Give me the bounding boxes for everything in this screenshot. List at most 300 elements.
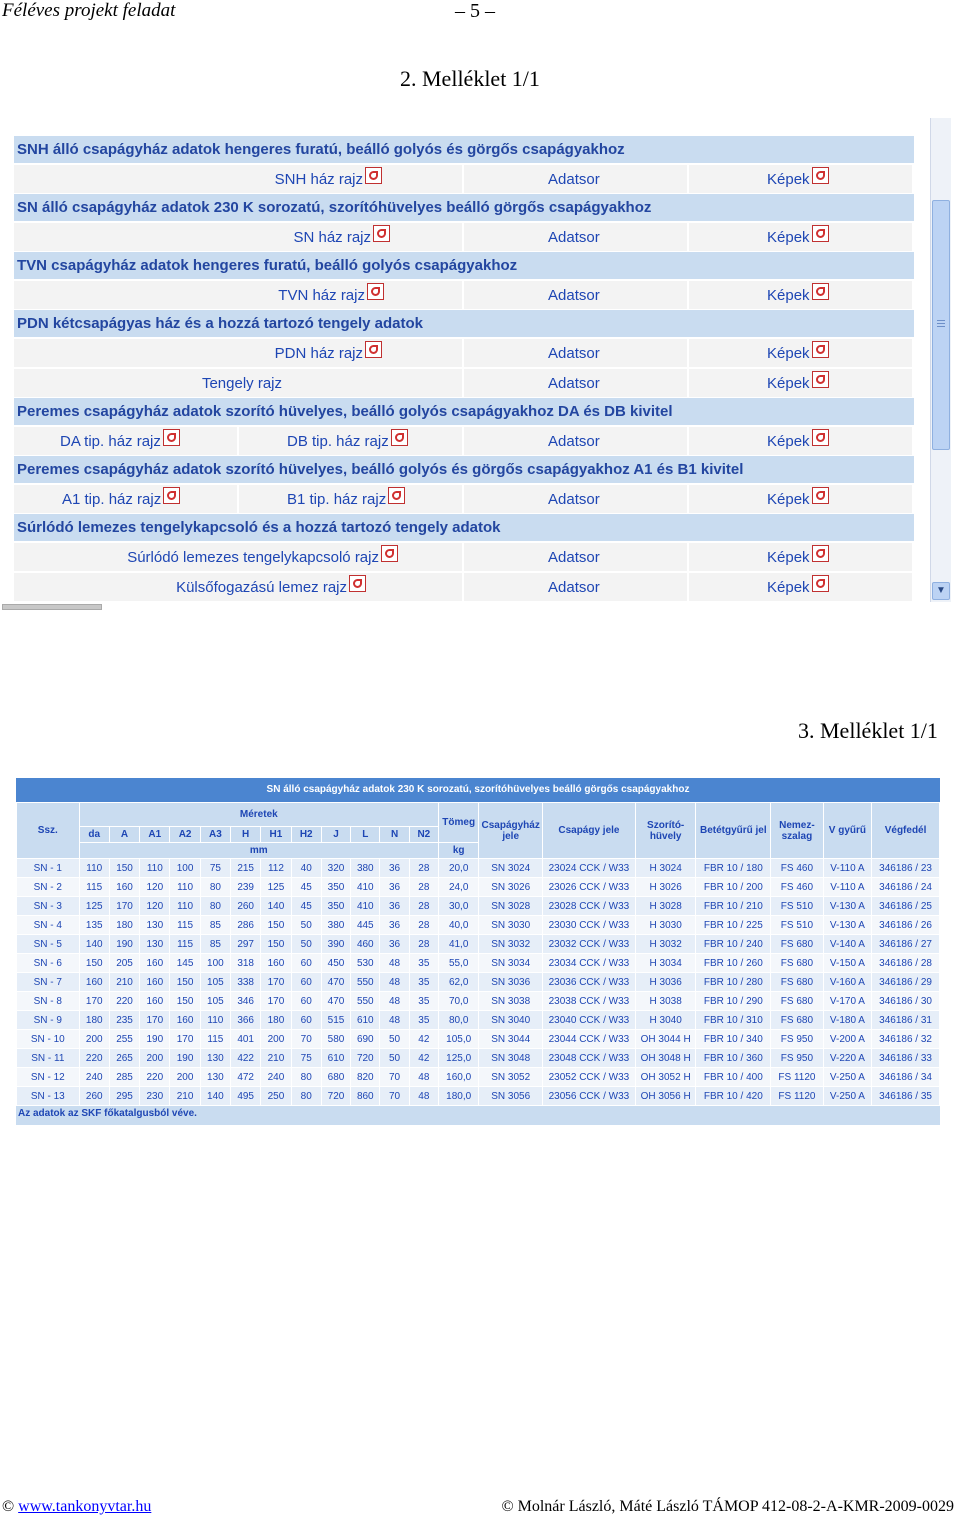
table-cell: 346186 / 28: [872, 954, 940, 973]
table-cell: 220: [140, 1068, 170, 1087]
pdf-icon: [812, 225, 829, 242]
table-cell: 160: [140, 954, 170, 973]
scrollbar-grip-icon: [937, 320, 945, 328]
table-cell: 610: [351, 1011, 380, 1030]
kepek-link[interactable]: [689, 485, 914, 513]
pdf-icon: [163, 429, 180, 446]
adatsor-link[interactable]: Adatsor: [464, 369, 689, 397]
table-cell: 23030 CCK / W33: [542, 916, 635, 935]
table-cell: 150: [170, 973, 200, 992]
table-cell: 120: [140, 897, 170, 916]
col-betetgyuru: Betétgyűrű jel: [696, 803, 771, 859]
horizontal-scrollbar[interactable]: [2, 604, 102, 610]
table-cell: 28: [409, 935, 438, 954]
col-n: N: [380, 827, 409, 843]
table-row: [17, 954, 940, 973]
table-cell: SN - 7: [17, 973, 80, 992]
pdf-icon: [812, 371, 829, 388]
pdf-icon: [373, 225, 390, 242]
adatsor-link[interactable]: Adatsor: [464, 573, 689, 601]
page-number: – 5 –: [455, 0, 495, 22]
table-cell: 346186 / 31: [872, 1011, 940, 1030]
col-group-meretek: Méretek: [79, 803, 438, 827]
pdf-icon: [365, 167, 382, 184]
table-cell: 100: [200, 954, 230, 973]
list-row: [14, 543, 914, 571]
table-cell: SN - 10: [17, 1030, 80, 1049]
table-cell: 115: [79, 878, 109, 897]
table-cell: 180: [109, 916, 139, 935]
table-cell: 23056 CCK / W33: [542, 1087, 635, 1106]
pdf-icon: [349, 575, 366, 592]
table-cell: 215: [231, 859, 261, 878]
table-cell: 41,0: [438, 935, 478, 954]
table-cell: SN - 6: [17, 954, 80, 973]
table-cell: 42: [409, 1049, 438, 1068]
table-cell: SN 3032: [479, 935, 543, 954]
kepek-link[interactable]: [689, 573, 914, 601]
table-cell: FS 680: [771, 1011, 824, 1030]
table-cell: 130: [140, 935, 170, 954]
table-cell: 75: [200, 859, 230, 878]
table-cell: 380: [321, 916, 350, 935]
table-cell: 295: [109, 1087, 139, 1106]
drawing-label: DB tip. ház rajz: [287, 433, 389, 450]
adatsor-link[interactable]: Adatsor: [464, 165, 689, 193]
drawing-link[interactable]: [14, 281, 464, 309]
table-row: [17, 916, 940, 935]
table-cell: 235: [109, 1011, 139, 1030]
table-cell: 720: [321, 1087, 350, 1106]
bearing-data-list: [14, 118, 914, 601]
table-cell: 220: [79, 1049, 109, 1068]
kepek-label: Képek: [767, 229, 810, 246]
table-cell: 160,0: [438, 1068, 478, 1087]
table-cell: 62,0: [438, 973, 478, 992]
drawing-link[interactable]: [239, 485, 464, 513]
drawing-link[interactable]: [14, 223, 464, 251]
table-cell: 286: [231, 916, 261, 935]
col-da: da: [79, 827, 109, 843]
annex-3-title: 3. Melléklet 1/1: [798, 718, 938, 743]
col-unit-kg: kg: [438, 843, 478, 859]
footer-copyright: © Molnár László, Máté László TÁMOP 412-08-2-A-KMR-2009-0029: [501, 1498, 954, 1515]
drawing-link[interactable]: [14, 339, 464, 367]
table-cell: SN 3024: [479, 859, 543, 878]
table-cell: 210: [261, 1049, 291, 1068]
kepek-link[interactable]: [689, 369, 914, 397]
table-cell: 610: [321, 1049, 350, 1068]
section-heading: TVN csapágyház adatok hengeres furatú, beálló golyós csapágyakhoz: [14, 252, 914, 279]
col-a: A: [109, 827, 139, 843]
table-cell: 220: [109, 992, 139, 1011]
table-cell: 240: [261, 1068, 291, 1087]
drawing-label: Külsőfogazású lemez rajz: [176, 579, 347, 596]
drawing-link[interactable]: [14, 573, 464, 601]
table-row: [17, 992, 940, 1011]
table-cell: 346186 / 32: [872, 1030, 940, 1049]
table-cell: 80,0: [438, 1011, 478, 1030]
drawing-link[interactable]: [14, 427, 239, 455]
table-cell: 210: [170, 1087, 200, 1106]
table-cell: 470: [321, 992, 350, 1011]
table-cell: 48: [409, 1087, 438, 1106]
kepek-label: Képek: [767, 375, 810, 392]
pdf-icon: [391, 429, 408, 446]
table-cell: 70: [291, 1030, 321, 1049]
table-cell: 200: [140, 1049, 170, 1068]
table-cell: FS 680: [771, 973, 824, 992]
table-cell: 170: [79, 992, 109, 1011]
table-cell: 36: [380, 935, 409, 954]
table-cell: 110: [170, 878, 200, 897]
table-cell: 48: [409, 1068, 438, 1087]
table-cell: 100: [170, 859, 200, 878]
list-row: [14, 573, 914, 601]
sn-data-table: [16, 802, 940, 1106]
list-row: [14, 281, 914, 309]
scroll-down-button[interactable]: ▼: [932, 582, 950, 600]
table-cell: FBR 10 / 180: [696, 859, 771, 878]
drawing-link[interactable]: [239, 427, 464, 455]
table-cell: SN - 11: [17, 1049, 80, 1068]
table-cell: 150: [79, 954, 109, 973]
table-cell: 318: [231, 954, 261, 973]
table-cell: 200: [261, 1030, 291, 1049]
table-cell: 150: [109, 859, 139, 878]
table-cell: 210: [109, 973, 139, 992]
table-cell: 50: [291, 916, 321, 935]
table-cell: 110: [170, 897, 200, 916]
table-cell: 346186 / 35: [872, 1087, 940, 1106]
list-row: [14, 339, 914, 367]
section-heading: Súrlódó lemezes tengelykapcsoló és a hozzá tartozó tengely adatok: [14, 514, 914, 541]
table-cell: 680: [321, 1068, 350, 1087]
table-cell: 45: [291, 897, 321, 916]
table-cell: 23032 CCK / W33: [542, 935, 635, 954]
table-cell: FS 680: [771, 954, 824, 973]
table-cell: 255: [109, 1030, 139, 1049]
table-cell: 35: [409, 973, 438, 992]
table-cell: V-250 A: [823, 1087, 871, 1106]
drawing-label: Súrlódó lemezes tengelykapcsoló rajz: [127, 549, 379, 566]
table-cell: 530: [351, 954, 380, 973]
table-cell: 720: [351, 1049, 380, 1068]
table-cell: 80: [200, 878, 230, 897]
sn-data-table-panel: [16, 778, 940, 1125]
table-cell: 85: [200, 916, 230, 935]
adatsor-link[interactable]: Adatsor: [464, 223, 689, 251]
table-cell: 48: [380, 1011, 409, 1030]
kepek-label: Képek: [767, 491, 810, 508]
table-cell: 60: [291, 992, 321, 1011]
table-cell: SN 3028: [479, 897, 543, 916]
col-a2: A2: [170, 827, 200, 843]
table-cell: SN - 12: [17, 1068, 80, 1087]
table-cell: 23044 CCK / W33: [542, 1030, 635, 1049]
col-csapagyhaz: Csapágyház jele: [479, 803, 543, 859]
col-unit-mm: mm: [79, 843, 438, 859]
col-nemez: Nemez-szalag: [771, 803, 824, 859]
table-cell: FBR 10 / 280: [696, 973, 771, 992]
table-cell: V-160 A: [823, 973, 871, 992]
table-cell: 130: [200, 1068, 230, 1087]
kepek-link[interactable]: [689, 339, 914, 367]
table-cell: 50: [291, 935, 321, 954]
pdf-icon: [381, 545, 398, 562]
table-cell: V-180 A: [823, 1011, 871, 1030]
table-cell: 85: [200, 935, 230, 954]
table-cell: 190: [140, 1030, 170, 1049]
table-cell: SN 3038: [479, 992, 543, 1011]
table-row: [17, 1011, 940, 1030]
section-heading: SNH álló csapágyház adatok hengeres furatú, beálló golyós és görgős csapágyakhoz: [14, 136, 914, 163]
table-cell: V-200 A: [823, 1030, 871, 1049]
table-cell: 150: [170, 992, 200, 1011]
table-cell: 28: [409, 878, 438, 897]
table-cell: 495: [231, 1087, 261, 1106]
table-cell: FBR 10 / 310: [696, 1011, 771, 1030]
table-cell: SN 3056: [479, 1087, 543, 1106]
table-cell: 460: [351, 935, 380, 954]
table-cell: V-110 A: [823, 878, 871, 897]
table-cell: 470: [321, 973, 350, 992]
pdf-icon: [365, 341, 382, 358]
col-a1: A1: [140, 827, 170, 843]
table-cell: V-140 A: [823, 935, 871, 954]
annex-2-title: 2. Melléklet 1/1: [400, 66, 540, 91]
table-cell: H 3034: [635, 954, 696, 973]
table-cell: 820: [351, 1068, 380, 1087]
table-cell: 320: [321, 859, 350, 878]
table-cell: SN 3052: [479, 1068, 543, 1087]
table-cell: 130: [200, 1049, 230, 1068]
table-cell: H 3030: [635, 916, 696, 935]
table-cell: 550: [351, 992, 380, 1011]
table-row: [17, 973, 940, 992]
table-row: [17, 1087, 940, 1106]
table-cell: H 3024: [635, 859, 696, 878]
footer-link: [2, 1498, 151, 1516]
table-cell: 350: [321, 878, 350, 897]
table-row: [17, 897, 940, 916]
table-cell: 170: [140, 1011, 170, 1030]
table-cell: 346186 / 27: [872, 935, 940, 954]
tankonyvtar-link[interactable]: www.tankonyvtar.hu: [18, 1498, 152, 1515]
table-cell: 28: [409, 859, 438, 878]
table-cell: 110: [140, 859, 170, 878]
table-cell: H 3028: [635, 897, 696, 916]
table-cell: 36: [380, 859, 409, 878]
table-cell: V-150 A: [823, 954, 871, 973]
table-cell: 180: [79, 1011, 109, 1030]
drawing-link[interactable]: Tengely rajz: [14, 369, 464, 397]
table-cell: 40: [291, 859, 321, 878]
table-cell: 23040 CCK / W33: [542, 1011, 635, 1030]
table-title: SN álló csapágyház adatok 230 K sorozatú, szorítóhüvelyes beálló görgős csapágyakhoz: [16, 778, 940, 802]
table-cell: 422: [231, 1049, 261, 1068]
table-cell: 80: [291, 1087, 321, 1106]
table-cell: 50: [380, 1030, 409, 1049]
col-h1: H1: [261, 827, 291, 843]
table-cell: 35: [409, 954, 438, 973]
table-cell: SN - 3: [17, 897, 80, 916]
table-cell: 105: [200, 973, 230, 992]
adatsor-link[interactable]: Adatsor: [464, 543, 689, 571]
table-cell: H 3032: [635, 935, 696, 954]
table-cell: FS 680: [771, 935, 824, 954]
table-cell: 110: [200, 1011, 230, 1030]
table-cell: 200: [170, 1068, 200, 1087]
table-cell: 250: [261, 1087, 291, 1106]
table-cell: 55,0: [438, 954, 478, 973]
table-cell: OH 3052 H: [635, 1068, 696, 1087]
table-cell: FBR 10 / 210: [696, 897, 771, 916]
table-cell: 190: [170, 1049, 200, 1068]
table-cell: 346186 / 24: [872, 878, 940, 897]
table-source-note: Az adatok az SKF főkatalgusból véve.: [18, 1108, 197, 1119]
kepek-link[interactable]: [689, 543, 914, 571]
table-cell: 297: [231, 935, 261, 954]
drawing-link[interactable]: [14, 543, 464, 571]
table-cell: 338: [231, 973, 261, 992]
table-cell: 115: [170, 916, 200, 935]
table-cell: 130: [140, 916, 170, 935]
kepek-label: Képek: [767, 549, 810, 566]
kepek-link[interactable]: [689, 223, 914, 251]
table-cell: 115: [200, 1030, 230, 1049]
col-tomeg: Tömeg: [438, 803, 478, 843]
table-cell: 23048 CCK / W33: [542, 1049, 635, 1068]
table-cell: 48: [380, 992, 409, 1011]
table-cell: SN 3044: [479, 1030, 543, 1049]
table-cell: SN 3040: [479, 1011, 543, 1030]
table-cell: 346186 / 26: [872, 916, 940, 935]
table-cell: 346186 / 34: [872, 1068, 940, 1087]
table-cell: 125,0: [438, 1049, 478, 1068]
table-cell: FS 460: [771, 859, 824, 878]
table-cell: 190: [109, 935, 139, 954]
pdf-icon: [812, 283, 829, 300]
table-cell: V-130 A: [823, 916, 871, 935]
col-n2: N2: [409, 827, 438, 843]
list-row: [14, 485, 914, 513]
table-cell: SN 3026: [479, 878, 543, 897]
table-cell: 30,0: [438, 897, 478, 916]
table-cell: 240: [79, 1068, 109, 1087]
table-cell: 260: [231, 897, 261, 916]
table-cell: 80: [200, 897, 230, 916]
table-cell: 36: [380, 878, 409, 897]
table-cell: 160: [140, 992, 170, 1011]
table-cell: SN 3048: [479, 1049, 543, 1068]
table-cell: 140: [200, 1087, 230, 1106]
table-cell: SN - 4: [17, 916, 80, 935]
pdf-icon: [812, 545, 829, 562]
table-cell: 550: [351, 973, 380, 992]
col-vegfedel: Végfedél: [872, 803, 940, 859]
section-heading: Peremes csapágyház adatok szorító hüvelyes, beálló golyós csapágyakhoz DA és DB kivitel: [14, 398, 914, 425]
kepek-link[interactable]: [689, 165, 914, 193]
table-cell: 690: [351, 1030, 380, 1049]
table-cell: V-170 A: [823, 992, 871, 1011]
table-cell: 45: [291, 878, 321, 897]
table-cell: OH 3056 H: [635, 1087, 696, 1106]
table-cell: 180: [261, 1011, 291, 1030]
table-cell: FS 950: [771, 1030, 824, 1049]
adatsor-link[interactable]: Adatsor: [464, 339, 689, 367]
table-cell: SN - 2: [17, 878, 80, 897]
table-cell: FBR 10 / 400: [696, 1068, 771, 1087]
table-cell: H 3026: [635, 878, 696, 897]
adatsor-link[interactable]: Adatsor: [464, 427, 689, 455]
drawing-link[interactable]: [14, 165, 464, 193]
table-cell: SN - 13: [17, 1087, 80, 1106]
table-cell: 160: [261, 954, 291, 973]
table-cell: 70,0: [438, 992, 478, 1011]
table-cell: 23028 CCK / W33: [542, 897, 635, 916]
table-cell: 401: [231, 1030, 261, 1049]
table-cell: 70: [380, 1068, 409, 1087]
drawing-label: TVN ház rajz: [278, 287, 365, 304]
table-cell: FBR 10 / 200: [696, 878, 771, 897]
table-cell: 230: [140, 1087, 170, 1106]
table-cell: 285: [109, 1068, 139, 1087]
drawing-label: DA tip. ház rajz: [60, 433, 161, 450]
table-cell: 23038 CCK / W33: [542, 992, 635, 1011]
table-cell: 48: [380, 954, 409, 973]
table-cell: 36: [380, 897, 409, 916]
section-heading: SN álló csapágyház adatok 230 K sorozatú, szorítóhüvelyes beálló görgős csapágyakhoz: [14, 194, 914, 221]
list-row: [14, 427, 914, 455]
table-cell: 170: [261, 973, 291, 992]
table-cell: 145: [170, 954, 200, 973]
table-cell: 346186 / 33: [872, 1049, 940, 1068]
table-cell: 150: [261, 935, 291, 954]
drawing-label: SNH ház rajz: [274, 171, 363, 188]
pdf-icon: [812, 429, 829, 446]
list-row: [14, 223, 914, 251]
table-row: [17, 935, 940, 954]
table-cell: V-220 A: [823, 1049, 871, 1068]
table-cell: 23052 CCK / W33: [542, 1068, 635, 1087]
adatsor-link[interactable]: Adatsor: [464, 281, 689, 309]
table-row: [17, 1030, 940, 1049]
kepek-link[interactable]: [689, 427, 914, 455]
pdf-icon: [388, 487, 405, 504]
list-row: [14, 369, 914, 397]
table-row: [17, 878, 940, 897]
col-j: J: [321, 827, 350, 843]
kepek-link[interactable]: [689, 281, 914, 309]
table-cell: 380: [351, 859, 380, 878]
table-cell: 472: [231, 1068, 261, 1087]
pdf-icon: [367, 283, 384, 300]
drawing-link[interactable]: [14, 485, 239, 513]
table-cell: 160: [140, 973, 170, 992]
table-cell: 239: [231, 878, 261, 897]
table-cell: 580: [321, 1030, 350, 1049]
table-cell: 160: [109, 878, 139, 897]
table-cell: 140: [79, 935, 109, 954]
table-row: [17, 1049, 940, 1068]
table-cell: SN 3030: [479, 916, 543, 935]
adatsor-link[interactable]: Adatsor: [464, 485, 689, 513]
drawing-label: B1 tip. ház rajz: [287, 491, 387, 508]
kepek-label: Képek: [767, 345, 810, 362]
table-cell: V-130 A: [823, 897, 871, 916]
list-row: [14, 165, 914, 193]
